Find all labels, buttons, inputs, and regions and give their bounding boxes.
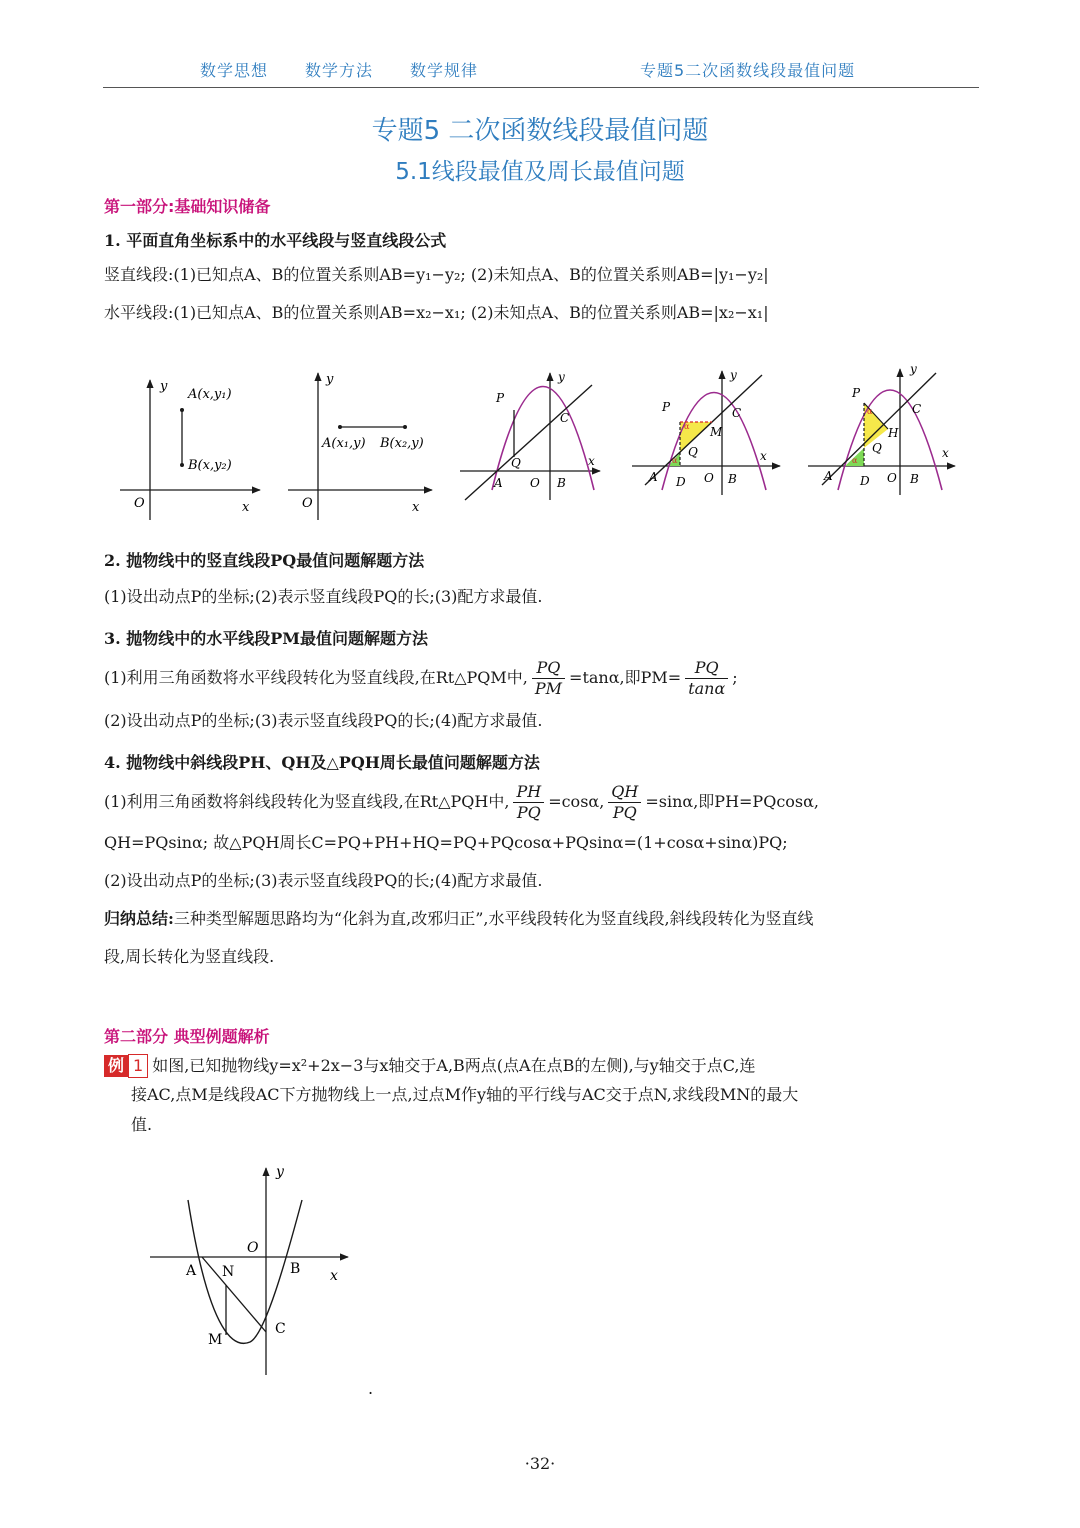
summary-line1 [104, 908, 814, 930]
ex-fig-c: C [275, 1321, 286, 1337]
item4-heading: 4. 抛物线中斜线段PH、QH及△PQH周长最值问题解题方法 [104, 753, 540, 772]
f5-h: H [888, 426, 899, 440]
item4-text3: (2)设出动点P的坐标;(3)表示竖直线段PQ的长;(4)配方求最值. [104, 871, 543, 890]
f5-x: x [942, 446, 949, 460]
item4-frac1-num: PH [513, 782, 544, 803]
item4-formula-line [104, 780, 819, 824]
item1-heading: 1. 平面直角坐标系中的水平线段与竖直线段公式 [104, 231, 447, 250]
f2-y: y [326, 372, 334, 387]
f4-x: x [760, 449, 767, 463]
example-badge: 例 [104, 1055, 128, 1077]
item3-frac2-num: PQ [685, 658, 728, 679]
f4-b: B [728, 472, 737, 486]
example-figure [140, 1160, 380, 1380]
f5-alpha-top: α [867, 407, 873, 416]
item4-text1a: (1)利用三角函数将斜线段转化为竖直线段,在Rt△PQH中, [104, 792, 510, 811]
summary-line2: 段,周长转化为竖直线段. [104, 947, 275, 966]
ex-fig-o: O [247, 1240, 259, 1256]
f5-p: P [852, 386, 861, 400]
example1-line1 [104, 1054, 755, 1078]
header-tag-method: 数学方法 [305, 61, 374, 80]
item2-heading: 2. 抛物线中的竖直线段PQ最值问题解题方法 [104, 551, 425, 570]
f2-label-b: B(x₂,y) [380, 436, 424, 451]
ex-fig-x: x [330, 1268, 338, 1284]
summary-label: 归纳总结: [104, 909, 174, 928]
header-divider [103, 87, 979, 88]
ex-fig-b: B [290, 1261, 301, 1277]
item4-text2: QH=PQsinα; 故△PQH周长C=PQ+PH+HQ=PQ+PQcosα+PQsinα=(1+cosα+sinα)PQ; [104, 833, 788, 852]
f3-y: y [558, 370, 565, 384]
figure-vertical-pq [460, 370, 600, 500]
f3-p: P [496, 391, 505, 405]
f5-a: A [824, 469, 833, 483]
f3-o: O [530, 476, 540, 490]
item4-frac2-den: PQ [612, 802, 637, 822]
f3-b: B [557, 476, 566, 490]
f4-alpha-bottom: α [672, 456, 678, 465]
page-number: ·32· [524, 1454, 556, 1473]
example1-line2: 接AC,点M是线段AC下方抛物线上一点,过点M作y轴的平行线与AC交于点N,求线段MN的最大 [131, 1085, 799, 1104]
item4-frac2 [608, 782, 641, 823]
item2-text: (1)设出动点P的坐标;(2)表示竖直线段PQ的长;(3)配方求最值. [104, 587, 543, 606]
ex-fig-a: A [186, 1263, 197, 1279]
f4-a: A [649, 470, 658, 484]
stray-dot: . [368, 1379, 374, 1398]
f5-b: B [910, 472, 919, 486]
item3-frac1 [532, 658, 565, 699]
item3-frac1-den: PM [534, 678, 563, 698]
header-tag-thinking: 数学思想 [200, 61, 269, 80]
example-line1-text: 如图,已知抛物线y=x²+2x−3与x轴交于A,B两点(点A在点B的左侧),与y轴交于点C,连 [152, 1056, 756, 1075]
item4-text1c: =sinα,即PH=PQcosα, [645, 792, 820, 811]
ex-fig-m: M [208, 1332, 223, 1348]
header-topic: 专题5二次函数线段最值问题 [640, 61, 856, 80]
ex-fig-n: N [222, 1264, 235, 1280]
part1-heading: 第一部分:基础知识储备 [104, 197, 271, 216]
item3-heading: 3. 抛物线中的水平线段PM最值问题解题方法 [104, 629, 429, 648]
item4-frac2-num: QH [608, 782, 641, 803]
item3-frac1-num: PQ [532, 658, 565, 679]
figures-row [100, 355, 980, 525]
f4-y: y [730, 368, 737, 382]
f4-c: C [732, 406, 742, 420]
f5-o: O [887, 471, 897, 485]
summary-text1: 三种类型解题思路均为“化斜为直,改邪归正”,水平线段转化为竖直线段,斜线段转化为竖直线 [173, 909, 814, 928]
f1-label-b: B(x,y₂) [188, 458, 232, 473]
header-tag-rule: 数学规律 [410, 61, 479, 80]
ex-fig-y: y [276, 1164, 284, 1180]
page-subtitle: 5.1线段最值及周长最值问题 [395, 159, 685, 185]
f1-x: x [242, 500, 250, 515]
item3-frac2-den: tanα [688, 678, 726, 698]
item3-frac2 [685, 658, 728, 699]
f4-alpha-top: α [684, 422, 690, 431]
example-number: 1 [128, 1054, 148, 1078]
item3-formula-line [104, 656, 738, 700]
item1-vertical: 竖直线段:(1)已知点A、B的位置关系则AB=y₁−y₂; (2)未知点A、B的位置关系则AB=|y₁−y₂| [104, 265, 769, 284]
f4-p: P [662, 400, 671, 414]
page-title: 专题5 二次函数线段最值问题 [371, 116, 709, 146]
figure-horizontal-segment [288, 372, 432, 520]
figure-horizontal-pm [632, 368, 780, 495]
figure-vertical-segment [120, 379, 260, 520]
f5-q: Q [872, 441, 882, 455]
f1-y: y [160, 379, 168, 394]
f2-x: x [412, 500, 420, 515]
f3-x: x [588, 454, 595, 468]
example1-line3: 值. [131, 1115, 153, 1134]
f5-alpha-bottom: α [852, 456, 858, 465]
item3-text1b: =tanα,即PM= [569, 668, 682, 687]
f2-label-a: A(x₁,y) [322, 436, 366, 451]
f2-o: O [302, 496, 313, 511]
f1-o: O [134, 496, 145, 511]
f3-a: A [494, 476, 503, 490]
f5-y: y [910, 362, 917, 376]
f4-o: O [704, 471, 714, 485]
f3-q: Q [511, 456, 521, 470]
figure-oblique-ph [808, 362, 955, 495]
f4-q: Q [688, 445, 698, 459]
item4-frac1 [513, 782, 544, 823]
f5-c: C [912, 402, 922, 416]
item3-text1a: (1)利用三角函数将水平线段转化为竖直线段,在Rt△PQM中, [104, 668, 528, 687]
f1-label-a: A(x,y₁) [188, 387, 232, 402]
f5-d: D [860, 474, 870, 488]
item4-frac1-den: PQ [516, 802, 541, 822]
f3-c: C [560, 411, 570, 425]
f4-m: M [710, 425, 723, 439]
item1-horizontal: 水平线段:(1)已知点A、B的位置关系则AB=x₂−x₁; (2)未知点A、B的位置关系则AB=|x₂−x₁| [104, 303, 769, 322]
item3-text2: (2)设出动点P的坐标;(3)表示竖直线段PQ的长;(4)配方求最值. [104, 711, 543, 730]
part2-heading: 第二部分 典型例题解析 [104, 1027, 270, 1046]
item4-text1b: =cosα, [548, 792, 605, 811]
f4-d: D [676, 475, 686, 489]
item3-text1c: ; [732, 668, 738, 687]
